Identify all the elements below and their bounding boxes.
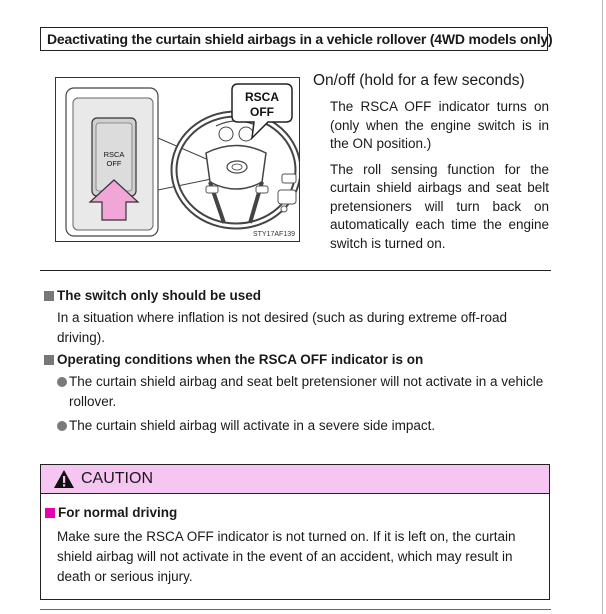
callout-line1: RSCA <box>244 90 280 104</box>
note-text-1: In a situation where inflation is not desired (such as during extreme off-road driving). <box>57 310 507 345</box>
bottom-divider <box>40 609 551 610</box>
caution-subheading <box>45 505 177 520</box>
onoff-paragraph-1: The RSCA OFF indicator turns on (only when the engine switch is in the ON position.) <box>330 99 549 151</box>
bullet-dot-icon <box>57 377 67 387</box>
caution-header <box>41 465 549 494</box>
note-heading-1-text: The switch only should be used <box>57 288 262 303</box>
onoff-paragraph-2: The roll sensing function for the curtain shield airbags and seat belt pretensioners will turn back on automatically each time the engine switch is turned on. <box>330 161 549 251</box>
note-heading-1 <box>44 288 261 303</box>
note-heading-2-text: Operating conditions when the RSCA OFF indicator is on <box>57 352 424 367</box>
page-edge <box>602 0 603 614</box>
illustration-code: STY17AF139 <box>252 231 295 238</box>
switch-label-line1: RSCA <box>103 150 125 159</box>
bullet-dot-icon <box>57 421 67 431</box>
gray-square-icon <box>44 291 54 301</box>
onoff-description <box>313 72 549 260</box>
section-title: Deactivating the curtain shield airbags in a vehicle rollover (4WD models only) <box>47 31 553 47</box>
note-heading-2 <box>44 352 423 367</box>
section-header <box>40 27 553 51</box>
caution-box <box>40 464 550 600</box>
pink-square-icon <box>45 508 55 518</box>
caution-text: Make sure the RSCA OFF indicator is not turned on. If it is left on, the curtain shield airbag will not activate in the event of an accident, which may result in death or serious injury. <box>57 529 516 584</box>
bullet-item <box>57 416 547 436</box>
bullet-text: The curtain shield airbag and seat belt pretensioner will not activate in a vehicle rollover. <box>69 374 544 409</box>
bullet-text: The curtain shield airbag will activate in a severe side impact. <box>69 418 436 433</box>
callout-line2: OFF <box>250 105 274 119</box>
bullet-item <box>57 372 547 412</box>
caution-subheading-text: For normal driving <box>58 505 178 520</box>
gray-square-icon <box>44 355 54 365</box>
caution-label: CAUTION <box>81 470 153 487</box>
warning-triangle-icon <box>53 469 75 489</box>
dashboard-drawing <box>56 78 300 242</box>
divider <box>40 270 551 271</box>
onoff-heading: On/off (hold for a few seconds) <box>313 72 525 89</box>
switch-label-line2: OFF <box>106 159 122 168</box>
rsca-switch-illustration <box>55 77 300 242</box>
